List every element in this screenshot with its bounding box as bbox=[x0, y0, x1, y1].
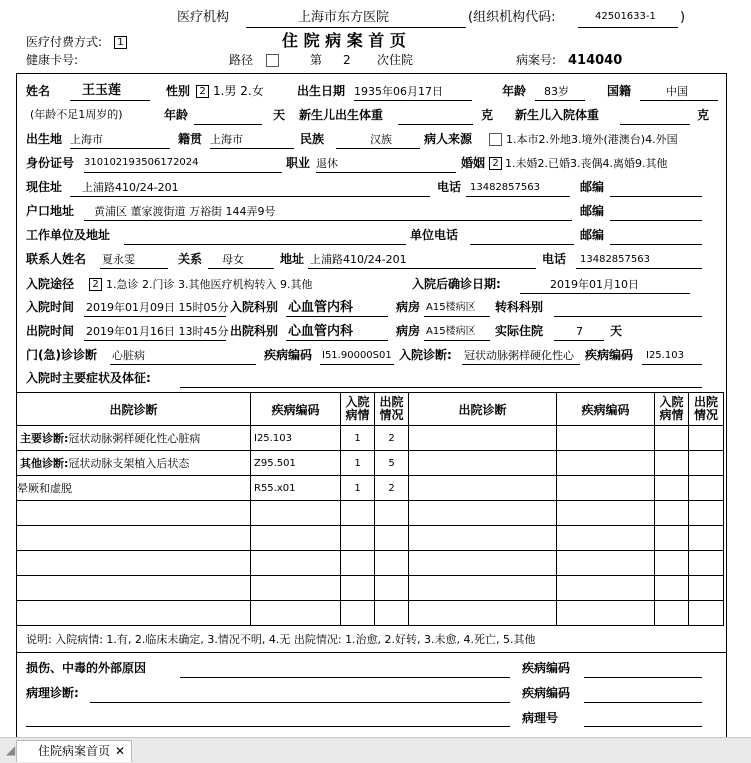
phone-label: 电话 bbox=[437, 180, 462, 194]
contact-value: 夏永雯 bbox=[102, 253, 135, 266]
sex-box[interactable]: 2 bbox=[196, 85, 209, 98]
birth-value: 1935年06月17日 bbox=[354, 85, 443, 98]
stay-days: 7 bbox=[576, 325, 583, 338]
in-dept-label: 入院科别 bbox=[230, 300, 279, 314]
in-cond-cell[interactable]: 1 bbox=[341, 476, 375, 501]
path-checkbox[interactable] bbox=[266, 54, 279, 67]
org-name: 上海市东方医院 bbox=[298, 10, 390, 25]
name-value: 王玉莲 bbox=[82, 83, 122, 98]
path-label: 路径 bbox=[229, 53, 254, 67]
newborn-weight-label: 新生儿出生体重 bbox=[299, 108, 384, 122]
in-time-label: 入院时间 bbox=[26, 300, 75, 314]
name-label: 姓名 bbox=[26, 84, 51, 98]
pathology-diag-label: 病理诊断: bbox=[26, 686, 79, 700]
org-label: 医疗机构 bbox=[177, 10, 230, 25]
relation-value: 母女 bbox=[222, 253, 244, 266]
in-code: I25.103 bbox=[646, 350, 684, 361]
table-header-row bbox=[17, 393, 724, 426]
out-dept-value: 心血管内科 bbox=[288, 324, 354, 339]
pay-method-label: 医疗付费方式: bbox=[26, 35, 103, 49]
di-label: 第 bbox=[310, 53, 323, 67]
outpatient-diag-value: 心脏病 bbox=[112, 349, 145, 362]
address-value: 上浦路410/24-201 bbox=[82, 181, 179, 194]
table-row[interactable] bbox=[17, 526, 724, 551]
pathology-no-label: 病理号 bbox=[522, 711, 559, 725]
source-checkbox[interactable] bbox=[489, 133, 502, 146]
hukou-zip-label: 邮编 bbox=[580, 204, 605, 218]
contact-addr-label: 地址 bbox=[280, 252, 305, 266]
contact-phone-label: 电话 bbox=[542, 252, 567, 266]
work-label: 工作单位及地址 bbox=[26, 228, 111, 242]
job-value: 退休 bbox=[316, 157, 338, 170]
col-in-header: 入院病情 bbox=[341, 393, 375, 426]
infant-day-unit: 天 bbox=[273, 108, 286, 122]
diagnosis-table bbox=[16, 392, 724, 626]
newborn-weight-unit: 克 bbox=[481, 108, 494, 122]
table-row[interactable] bbox=[17, 501, 724, 526]
org-code: 42501633-1 bbox=[595, 11, 656, 22]
case-no-label: 病案号: bbox=[516, 53, 557, 67]
route-box[interactable]: 2 bbox=[89, 278, 102, 291]
code-cell[interactable]: I25.103 bbox=[251, 426, 341, 451]
injury-label: 损伤、中毒的外部原因 bbox=[26, 661, 147, 675]
stay-unit: 天 bbox=[610, 324, 623, 338]
infant-age-label: 年龄 bbox=[164, 108, 189, 122]
in-time-value: 2019年01月09日 15时05分 bbox=[86, 301, 229, 314]
table-row[interactable] bbox=[17, 601, 724, 626]
in-dept-value: 心血管内科 bbox=[288, 300, 354, 315]
native-value: 上海市 bbox=[210, 133, 243, 146]
admission-count: 2 bbox=[343, 53, 351, 67]
tab-case-homepage[interactable] bbox=[16, 740, 132, 762]
table-row[interactable] bbox=[17, 476, 724, 501]
newborn-in-weight-unit: 克 bbox=[697, 108, 710, 122]
col-out-header: 出院情况 bbox=[375, 393, 409, 426]
contact-addr-value: 上浦路410/24-201 bbox=[310, 253, 407, 266]
col-in-header-2: 入院病情 bbox=[655, 393, 689, 426]
route-options: 1.急诊 2.门诊 3.其他医疗机构转入 9.其他 bbox=[106, 278, 313, 291]
age-label: 年龄 bbox=[502, 84, 527, 98]
job-label: 职业 bbox=[286, 156, 311, 170]
ethnic-value: 汉族 bbox=[370, 133, 392, 146]
infant-note: (年龄不足1周岁的) bbox=[30, 108, 123, 121]
hukou-label: 户口地址 bbox=[26, 204, 75, 218]
stay-label: 实际住院 bbox=[495, 324, 544, 338]
col-diag-header: 出院诊断 bbox=[17, 393, 251, 426]
contact-label: 联系人姓名 bbox=[26, 252, 87, 266]
table-row[interactable] bbox=[17, 426, 724, 451]
health-card-label: 健康卡号: bbox=[26, 53, 79, 67]
confirm-label: 入院后确诊日期: bbox=[412, 277, 501, 291]
col-code-header-2: 疾病编码 bbox=[557, 393, 655, 426]
tab-close-icon[interactable]: ✕ bbox=[115, 744, 126, 758]
address-label: 现住址 bbox=[26, 180, 63, 194]
explain-note: 说明: 入院病情: 1.有, 2.临床未确定, 3.情况不明, 4.无 出院情况: 1.治愈, 2.好转, 3.未愈, 4.死亡, 5.其他 bbox=[26, 633, 536, 646]
work-zip-label: 邮编 bbox=[580, 228, 605, 242]
newborn-in-weight-label: 新生儿入院体重 bbox=[515, 108, 600, 122]
out-cond-cell[interactable]: 5 bbox=[375, 451, 409, 476]
in-code-label: 疾病编码 bbox=[585, 348, 634, 362]
marriage-options: 1.未婚2.已婚3.丧偶4.离婚9.其他 bbox=[505, 157, 668, 170]
outpatient-diag-label: 门(急)诊诊断 bbox=[26, 348, 97, 362]
out-cond-cell[interactable]: 2 bbox=[375, 476, 409, 501]
org-code-label: (组织机构代码: bbox=[468, 10, 556, 25]
ethnic-label: 民族 bbox=[300, 132, 325, 146]
phone-value: 13482857563 bbox=[470, 182, 540, 193]
tab-bar bbox=[0, 737, 751, 763]
id-value: 310102193506172024 bbox=[84, 157, 199, 168]
confirm-date: 2019年01月10日 bbox=[550, 278, 639, 291]
work-phone-label: 单位电话 bbox=[410, 228, 459, 242]
pathology-code-label: 疾病编码 bbox=[522, 686, 571, 700]
relation-label: 关系 bbox=[178, 252, 203, 266]
case-no: 414040 bbox=[568, 53, 623, 68]
sex-label: 性别 bbox=[166, 84, 191, 98]
tab-label: 住院病案首页 bbox=[38, 744, 111, 758]
org-code-close: ) bbox=[680, 10, 686, 25]
injury-code-label: 疾病编码 bbox=[522, 661, 571, 675]
col-code-header: 疾病编码 bbox=[251, 393, 341, 426]
in-cond-cell[interactable]: 1 bbox=[341, 451, 375, 476]
age-value: 83岁 bbox=[544, 85, 569, 98]
col-diag-header-2: 出院诊断 bbox=[409, 393, 557, 426]
tab-separator-icon: ◢ bbox=[6, 743, 16, 757]
source-options: 1.本市2.外地3.境外(港澳台)4.外国 bbox=[506, 133, 678, 146]
in-diag-label: 入院诊断: bbox=[399, 348, 452, 362]
country-value: 中国 bbox=[666, 85, 688, 98]
route-label: 入院途径 bbox=[26, 277, 75, 291]
code-cell[interactable]: R55.x01 bbox=[251, 476, 341, 501]
marriage-box[interactable]: 2 bbox=[489, 157, 502, 170]
page-title: 住 院 病 案 首 页 bbox=[282, 31, 406, 50]
out-time-label: 出院时间 bbox=[26, 324, 75, 338]
transfer-label: 转科科别 bbox=[495, 300, 544, 314]
out-time-value: 2019年01月16日 13时45分 bbox=[86, 325, 229, 338]
table-row[interactable] bbox=[17, 551, 724, 576]
zip-label: 邮编 bbox=[580, 180, 605, 194]
out-ward-value: A15楼病区 bbox=[426, 326, 476, 337]
id-label: 身份证号 bbox=[26, 156, 75, 170]
code-cell[interactable]: Z95.501 bbox=[251, 451, 341, 476]
birthplace-value: 上海市 bbox=[70, 133, 103, 146]
source-label: 病人来源 bbox=[424, 132, 473, 146]
contact-phone-value: 13482857563 bbox=[580, 254, 650, 265]
table-row[interactable] bbox=[17, 576, 724, 601]
out-cond-cell[interactable]: 2 bbox=[375, 426, 409, 451]
marriage-label: 婚姻 bbox=[461, 156, 486, 170]
birth-label: 出生日期 bbox=[297, 84, 346, 98]
times-label: 次住院 bbox=[377, 53, 414, 67]
diag-cell[interactable]: 晕厥和虚脱 bbox=[17, 476, 251, 501]
diag-cell[interactable]: 其他诊断:冠状动脉支架植入后状态 bbox=[17, 451, 251, 476]
birthplace-label: 出生地 bbox=[26, 132, 63, 146]
out-dept-label: 出院科别 bbox=[230, 324, 279, 338]
native-label: 籍贯 bbox=[178, 132, 203, 146]
in-ward-label: 病房 bbox=[396, 300, 421, 314]
table-row[interactable] bbox=[17, 451, 724, 476]
out-ward-label: 病房 bbox=[396, 324, 421, 338]
symptom-label: 入院时主要症状及体征: bbox=[26, 371, 151, 385]
sex-options: 1.男 2.女 bbox=[213, 84, 264, 98]
col-out-header-2: 出院情况 bbox=[689, 393, 724, 426]
in-ward-value: A15楼病区 bbox=[426, 302, 476, 313]
hukou-value: 黄浦区 董家渡街道 万裕街 144弄9号 bbox=[94, 205, 276, 218]
in-cond-cell[interactable]: 1 bbox=[341, 426, 375, 451]
outpatient-code: I51.90000S01 bbox=[322, 350, 392, 361]
pay-method-box[interactable]: 1 bbox=[114, 36, 127, 49]
diag-cell[interactable]: 主要诊断:冠状动脉粥样硬化性心脏病 bbox=[17, 426, 251, 451]
in-diag-value: 冠状动脉粥样硬化性心 bbox=[464, 350, 574, 361]
outpatient-code-label: 疾病编码 bbox=[264, 348, 313, 362]
country-label: 国籍 bbox=[607, 84, 632, 98]
